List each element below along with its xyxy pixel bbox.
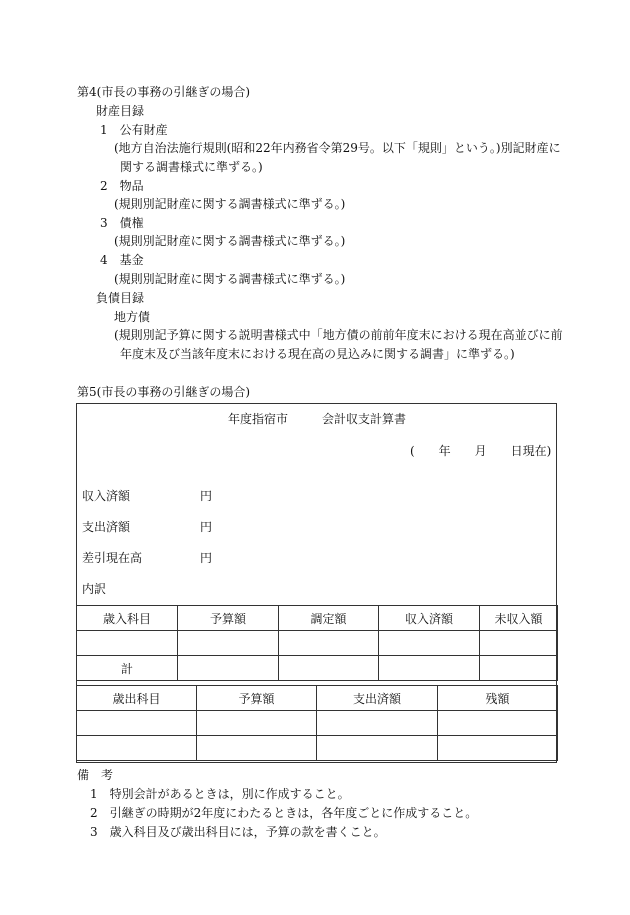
revenue-header-received: 収入済額 — [379, 606, 480, 631]
expenditure-paid-unit: 円 — [200, 520, 213, 534]
table-cell — [77, 736, 197, 761]
table-cell — [438, 736, 558, 761]
expenditure-table — [76, 685, 558, 761]
property-heading: 財産目録 — [96, 104, 145, 118]
note-item-2: 2 引継ぎの時期が2年度にわたるときは，各年度ごとに作成すること。 — [90, 806, 478, 820]
item-claims: 3 債権 — [100, 216, 144, 230]
debt-item: 地方債 — [114, 310, 151, 324]
expenditure-header-paid: 支出済額 — [317, 686, 438, 711]
revenue-header-item: 歳入科目 — [77, 606, 178, 631]
revenue-header-budget: 予算額 — [178, 606, 279, 631]
revenue-header-row — [77, 606, 558, 631]
table-cell — [77, 711, 197, 736]
table-cell — [197, 736, 317, 761]
table-cell — [379, 656, 480, 681]
item-public-property: 1 公有財産 — [100, 123, 168, 137]
table-cell — [178, 656, 279, 681]
expenditure-header-item: 歳出科目 — [77, 686, 197, 711]
debt-desc-1: (規則別記予算に関する説明書様式中「地方債の前前年度末における現在高並びに前 — [114, 328, 563, 342]
revenue-header-assessed: 調定額 — [279, 606, 379, 631]
debt-heading: 負債目録 — [96, 291, 145, 305]
table-row — [77, 631, 558, 656]
expenditure-paid-label: 支出済額 — [82, 520, 131, 534]
form-title-right: 会計収支計算書 — [322, 412, 407, 426]
expenditure-header-budget: 予算額 — [197, 686, 317, 711]
item-goods-desc: (規則別記財産に関する調書様式に準ずる。) — [114, 197, 346, 211]
item-fund-desc: (規則別記財産に関する調書様式に準ずる。) — [114, 272, 346, 286]
table-cell — [279, 631, 379, 656]
item-goods: 2 物品 — [100, 179, 144, 193]
table-cell — [438, 711, 558, 736]
item-claims-desc: (規則別記財産に関する調書様式に準ずる。) — [114, 234, 346, 248]
revenue-table — [76, 605, 558, 681]
balance-unit: 円 — [200, 551, 213, 565]
revenue-header-uncollected: 未収入額 — [480, 606, 558, 631]
note-item-1: 1 特別会計があるときは，別に作成すること。 — [90, 787, 350, 801]
table-cell — [279, 656, 379, 681]
revenue-received-label: 収入済額 — [82, 489, 131, 503]
section5-title: 第5(市長の事務の引継ぎの場合) — [77, 385, 250, 399]
expenditure-header-row — [77, 686, 558, 711]
table-cell — [317, 736, 438, 761]
table-cell — [197, 711, 317, 736]
revenue-received-unit: 円 — [200, 489, 213, 503]
table-cell — [480, 631, 558, 656]
table-row — [77, 711, 558, 736]
table-cell — [317, 711, 438, 736]
revenue-total-row — [77, 656, 558, 681]
balance-label: 差引現在高 — [82, 551, 143, 565]
item-public-property-desc-1: (地方自治法施行規則(昭和22年内務省令第29号。以下「規則」という。)別記財産に — [114, 141, 561, 155]
note-item-3: 3 歳入科目及び歳出科目には，予算の款を書くこと。 — [90, 825, 386, 839]
section4-title: 第4(市長の事務の引継ぎの場合) — [77, 85, 250, 99]
table-cell — [379, 631, 480, 656]
expenditure-header-balance: 残額 — [438, 686, 558, 711]
debt-desc-2: 年度末及び当該年度末における現在高の見込みに関する調書」に準ずる。) — [120, 347, 515, 361]
item-fund: 4 基金 — [100, 253, 144, 267]
notes-heading: 備 考 — [77, 768, 114, 782]
form-title-left: 年度指宿市 — [228, 412, 289, 426]
date-line: ( 年 月 日現在) — [410, 444, 552, 458]
breakdown-label: 内訳 — [82, 582, 107, 596]
item-public-property-desc-2: 関する調書様式に準ずる。) — [120, 160, 263, 174]
table-row — [77, 736, 558, 761]
table-cell — [480, 656, 558, 681]
table-cell — [77, 631, 178, 656]
table-cell — [178, 631, 279, 656]
revenue-total-label: 計 — [77, 656, 178, 681]
